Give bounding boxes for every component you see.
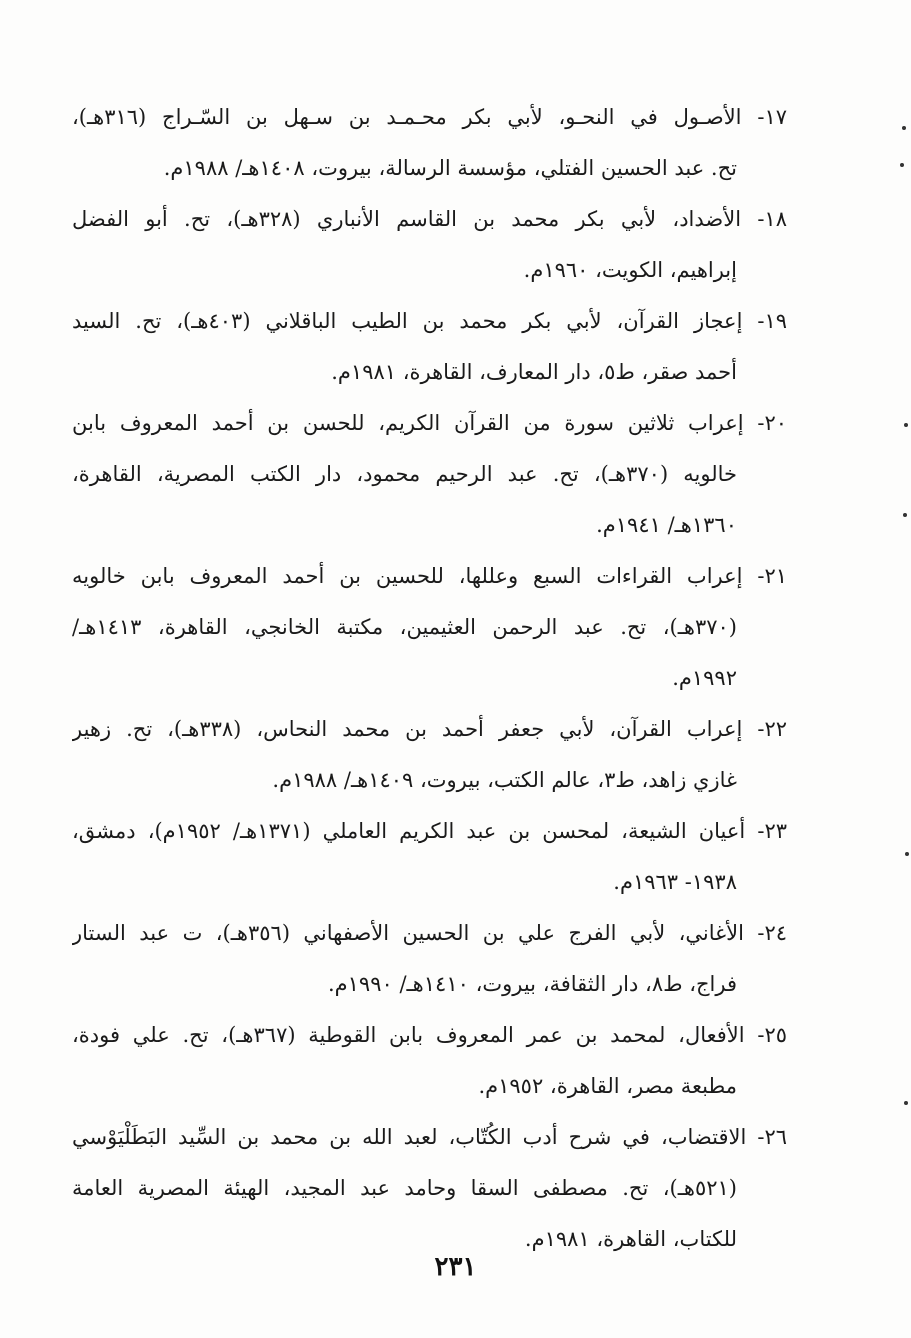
bibliography-entry bbox=[72, 554, 787, 707]
entry-line: (٥٢١هـ)، تح. مصطفى السقا وحامد عبد المجيد، الهيئة المصرية العامة bbox=[72, 1176, 737, 1200]
entry-line: ٢٣- أعيان الشيعة، لمحسن بن عبد الكريم العاملي (١٣٧١هـ/ ١٩٥٢م)، دمشق، bbox=[72, 819, 787, 843]
margin-mark bbox=[904, 423, 908, 427]
bibliography-entry bbox=[72, 1115, 787, 1268]
entry-line: ١٩٩٢م. bbox=[672, 666, 737, 690]
entry-line: ٢١- إعراب القراءات السبع وعللها، للحسين بن أحمد المعروف بابن خالويه bbox=[72, 564, 787, 588]
margin-mark bbox=[905, 852, 909, 856]
entry-line: مطبعة مصر، القاهرة، ١٩٥٢م. bbox=[478, 1074, 737, 1098]
entry-line: غازي زاهد، ط٣، عالم الكتب، بيروت، ١٤٠٩هـ/ ١٩٨٨م. bbox=[272, 768, 737, 792]
bibliography-entry bbox=[72, 1013, 787, 1115]
bibliography-entry bbox=[72, 95, 787, 197]
entry-line: (٣٧٠هـ)، تح. عبد الرحمن العثيمين، مكتبة الخانجي، القاهرة، ١٤١٣هـ/ bbox=[72, 615, 737, 639]
entry-line: ٢٠- إعراب ثلاثين سورة من القرآن الكريم، للحسن بن أحمد المعروف بابن bbox=[72, 411, 787, 435]
margin-mark bbox=[900, 163, 904, 167]
bibliography-entry bbox=[72, 401, 787, 554]
margin-mark bbox=[903, 513, 907, 517]
bibliography-entry bbox=[72, 707, 787, 809]
margin-mark bbox=[902, 126, 906, 130]
entry-line: تح. عبد الحسين الفتلي، مؤسسة الرسالة، بيروت، ١٤٠٨هـ/ ١٩٨٨م. bbox=[163, 156, 737, 180]
entry-line: إبراهيم، الكويت، ١٩٦٠م. bbox=[523, 258, 737, 282]
entry-line: ١٩٣٨- ١٩٦٣م. bbox=[613, 870, 737, 894]
entry-line: أحمد صقر، ط٥، دار المعارف، القاهرة، ١٩٨١م. bbox=[331, 360, 737, 384]
entry-line: ٢٤- الأغاني، لأبي الفرج علي بن الحسين الأصفهاني (٣٥٦هـ)، ت عبد الستار bbox=[72, 921, 787, 945]
bibliography-entry bbox=[72, 809, 787, 911]
bibliography-entry bbox=[72, 299, 787, 401]
entry-line: ١٩- إعجاز القرآن، لأبي بكر محمد بن الطيب الباقلاني (٤٠٣هـ)، تح. السيد bbox=[72, 309, 787, 333]
entry-line: فراج، ط٨، دار الثقافة، بيروت، ١٤١٠هـ/ ١٩٩٠م. bbox=[327, 972, 737, 996]
entry-line: خالويه (٣٧٠هـ)، تح. عبد الرحيم محمود، دار الكتب المصرية، القاهرة، bbox=[72, 462, 737, 486]
bibliography-list bbox=[72, 95, 787, 1268]
bibliography-entry bbox=[72, 197, 787, 299]
entry-line: للكتاب، القاهرة، ١٩٨١م. bbox=[524, 1227, 737, 1251]
page-number: ٢٣١ bbox=[434, 1252, 477, 1282]
entry-line: ١٧- الأصـول في النحـو، لأبي بكر محـمـد بن سـهل بن السّـراج (٣١٦هـ)، bbox=[72, 105, 787, 129]
bibliography-entry bbox=[72, 911, 787, 1013]
margin-mark bbox=[904, 1101, 908, 1105]
entry-line: ٢٢- إعراب القرآن، لأبي جعفر أحمد بن محمد النحاس، (٣٣٨هـ)، تح. زهير bbox=[72, 717, 787, 741]
entry-line: ١٨- الأضداد، لأبي بكر محمد بن القاسم الأنباري (٣٢٨هـ)، تح. أبو الفضل bbox=[72, 207, 787, 231]
entry-line: ٢٦- الاقتضاب، في شرح أدب الكُتّاب، لعبد الله بن محمد بن السِّيد البَطَلْيَوْسي bbox=[72, 1125, 787, 1149]
entry-line: ١٣٦٠هـ/ ١٩٤١م. bbox=[596, 513, 737, 537]
entry-line: ٢٥- الأفعال، لمحمد بن عمر المعروف بابن القوطية (٣٦٧هـ)، تح. علي فودة، bbox=[72, 1023, 787, 1047]
